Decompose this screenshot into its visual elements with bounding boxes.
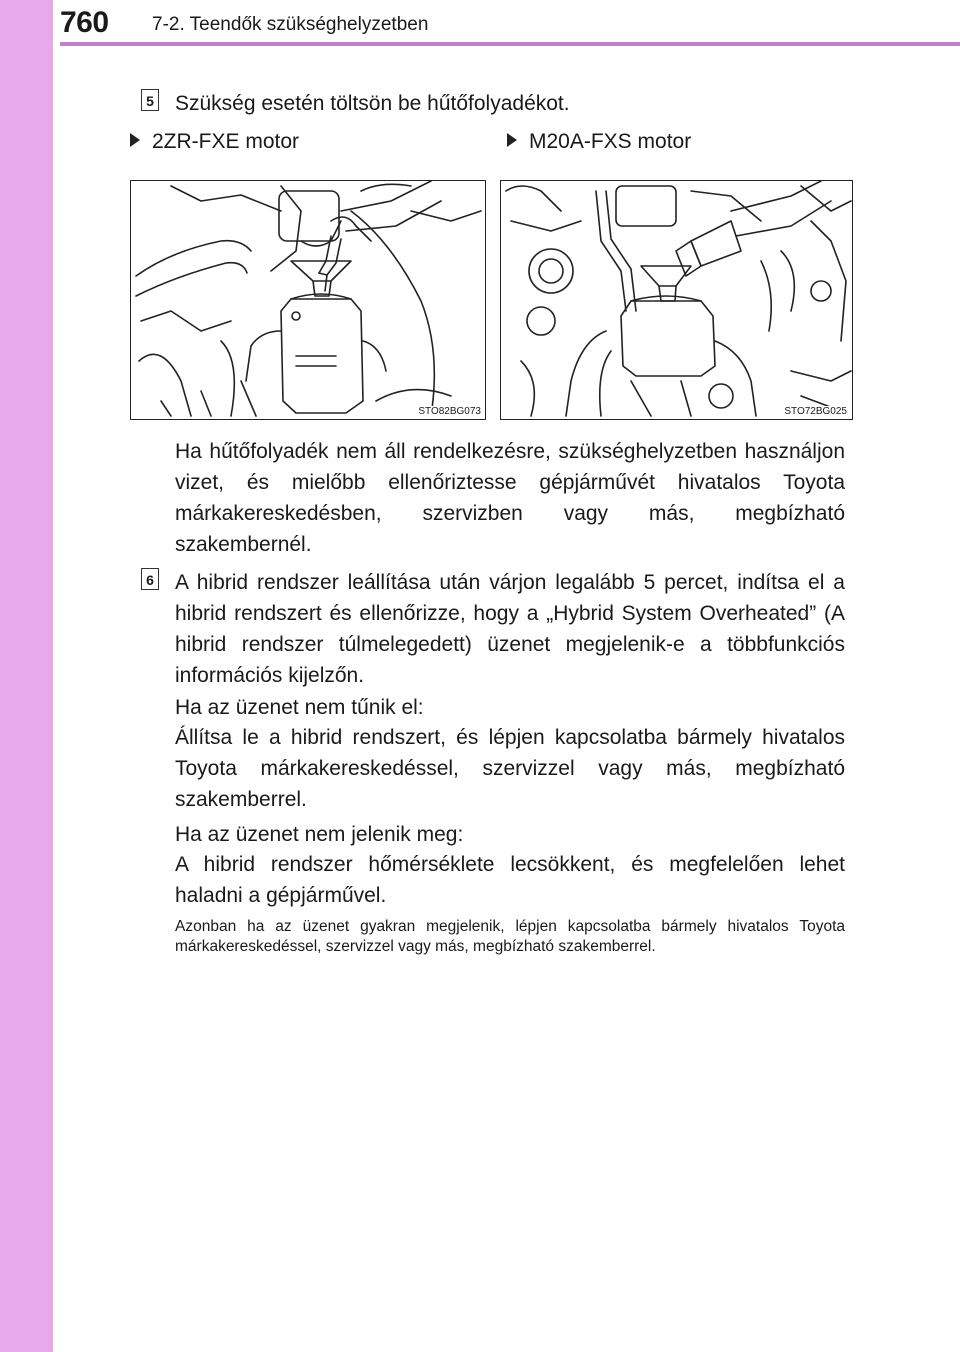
triangle-bullet-icon [507,133,517,147]
step-badge-6: 6 [141,568,159,590]
page-number: 760 [60,6,109,39]
step-5-text: Szükség esetén töltsön be hűtőfolyadékot. [175,92,570,115]
figure-code-left: STO82BG073 [418,406,481,417]
figure-code-right: STO72BG025 [784,406,847,417]
header-rule [60,42,960,46]
motor-label-right-text: M20A-FXS motor [529,130,692,153]
sidebar-tab [0,0,53,1352]
paragraph-message-not-shown: Ha az üzenet nem jelenik meg: [175,823,464,846]
paragraph-coolant-water: Ha hűtőfolyadék nem áll rendelkezésre, szükséghelyzetben használjon vizet, és mielőbb ellenőriztesse gépjárművét hivatalos Toyota márkakereskedésben, szervizben vagy más, megbízható szakembernél. [175,440,845,556]
motor-label-left-text: 2ZR-FXE motor [152,130,300,153]
note-paragraph: Azonban ha az üzenet gyakran megjelenik, lépjen kapcsolatba bármely hivatalos Toyota márkakereskedéssel, szervizzel vagy más, megbízható szakemberrel. [175,918,845,955]
engine-illustration-right [500,180,853,420]
coolant-reservoir-left-drawing [131,181,486,420]
paragraph-step-6: A hibrid rendszer leállítása után várjon legalább 5 percet, indítsa el a hibrid rendszert és ellenőrizze, hogy a „Hybrid System Overheated” (A hibrid rendszer túlmelegedett) üzenet megjelenik-e a többfunkciós információs kijelzőn. [175,571,845,687]
motor-label-right [507,130,691,154]
step-badge-5: 5 [141,89,159,111]
motor-label-left [130,130,299,154]
paragraph-temperature-down: A hibrid rendszer hőmérséklete lecsökkent, és megfelelően lehet haladni a gépjárművel. [175,853,845,907]
engine-illustration-left [130,180,486,420]
section-title: 7-2. Teendők szükséghelyzetben [152,14,429,35]
paragraph-message-not-gone: Ha az üzenet nem tűnik el: [175,696,424,719]
triangle-bullet-icon [130,133,140,147]
paragraph-stop-hybrid: Állítsa le a hibrid rendszert, és lépjen kapcsolatba bármely hivatalos Toyota márkakereskedéssel, szervizzel vagy más, megbízható szakemberrel. [175,726,845,811]
coolant-reservoir-right-drawing [501,181,853,420]
